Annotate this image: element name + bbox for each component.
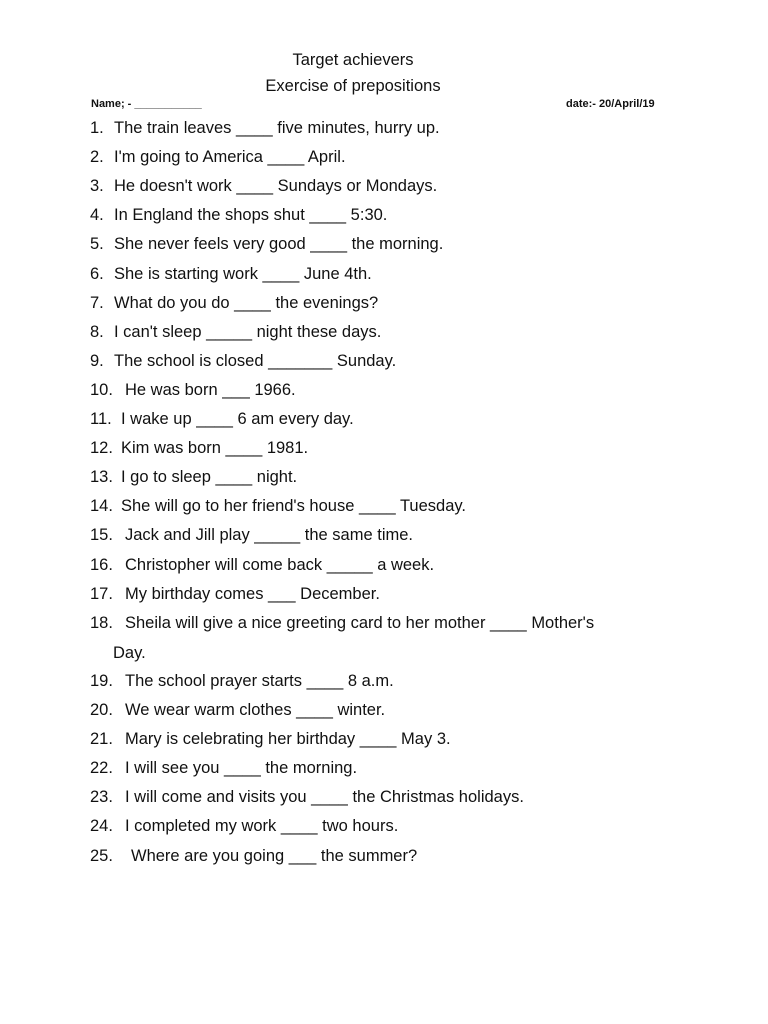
question-item [90, 147, 346, 167]
question-item [90, 293, 378, 313]
question-text: Where are you going ___ the summer? [131, 846, 418, 865]
question-number: 10. [90, 380, 113, 399]
question-text: She never feels very good ____ the morning. [114, 235, 444, 254]
date-label: date:- 20/April/19 [566, 98, 655, 110]
question-number: 15. [90, 526, 113, 545]
question-item [90, 118, 440, 138]
question-text: I wake up ____ 6 am every day. [121, 410, 354, 428]
question-item [90, 205, 387, 225]
question-item [90, 467, 297, 487]
question-item [90, 380, 296, 400]
question-item [90, 409, 354, 429]
question-text: Christopher will come back _____ a week. [125, 555, 435, 574]
question-number: 22. [90, 759, 113, 778]
question-item [90, 322, 381, 342]
question-text-continuation: Day. [113, 643, 146, 662]
question-text: Jack and Jill play _____ the same time. [125, 526, 413, 545]
question-number: 3. [90, 177, 104, 196]
question-number: 20. [90, 701, 113, 719]
question-number: 11. [90, 410, 112, 428]
question-number: 19. [90, 671, 113, 690]
question-number: 7. [90, 293, 104, 312]
question-text: I'm going to America ____ April. [114, 148, 346, 167]
question-number: 13. [90, 468, 113, 487]
question-text: We wear warm clothes ____ winter. [125, 701, 386, 719]
question-item [90, 176, 437, 196]
question-number: 2. [90, 148, 104, 167]
question-text: Mary is celebrating her birthday ____ May 3. [125, 730, 451, 749]
question-text: He doesn't work ____ Sundays or Mondays. [114, 177, 438, 196]
question-number: 16. [90, 555, 113, 574]
question-number: 23. [90, 788, 113, 807]
question-text: The school is closed _______ Sunday. [114, 351, 397, 370]
question-item [90, 234, 443, 254]
question-text: She will go to her friend's house ____ Tuesday. [121, 497, 466, 516]
worksheet-title: Target achievers [292, 51, 414, 69]
question-text: I will see you ____ the morning. [125, 759, 358, 778]
question-text: What do you do ____ the evenings? [114, 293, 379, 312]
question-number: 1. [90, 119, 104, 137]
question-number: 24. [90, 817, 113, 836]
question-number: 8. [90, 322, 104, 341]
worksheet-subtitle: Exercise of prepositions [265, 77, 441, 95]
question-item [90, 758, 357, 778]
question-item [90, 816, 398, 836]
question-number: 12. [90, 439, 113, 458]
question-text: In England the shops shut ____ 5:30. [114, 206, 388, 225]
question-item [90, 351, 396, 371]
question-text: The school prayer starts ____ 8 a.m. [125, 671, 394, 690]
question-text: I go to sleep ____ night. [121, 468, 298, 487]
question-number: 4. [90, 206, 104, 225]
question-item [90, 555, 434, 575]
question-number: 5. [90, 235, 104, 254]
question-number: 17. [90, 584, 113, 603]
question-item [90, 787, 524, 807]
question-text: She is starting work ____ June 4th. [114, 264, 372, 283]
question-number: 18. [90, 613, 113, 632]
question-number: 9. [90, 351, 104, 370]
question-item [90, 438, 308, 458]
question-number: 6. [90, 264, 104, 283]
question-item [90, 264, 372, 284]
question-item [90, 729, 451, 749]
question-item [90, 700, 385, 720]
question-number: 25. [90, 846, 113, 865]
question-item [90, 846, 417, 866]
name-field-label: Name; - ___________ [91, 98, 202, 110]
question-item [90, 584, 380, 604]
question-text: Sheila will give a nice greeting card to her mother ____ Mother's [125, 613, 595, 632]
question-text: I completed my work ____ two hours. [125, 817, 399, 836]
question-number: 14. [90, 497, 113, 516]
question-text: I will come and visits you ____ the Christmas holidays. [125, 788, 524, 807]
question-text: The train leaves ____ five minutes, hurry up. [114, 119, 440, 137]
question-item [90, 525, 413, 545]
question-item [90, 671, 394, 691]
question-item [90, 496, 466, 516]
question-text: My birthday comes ___ December. [125, 584, 380, 603]
question-text: He was born ___ 1966. [125, 380, 296, 399]
question-item [90, 613, 594, 633]
question-number: 21. [90, 730, 113, 749]
question-text: I can't sleep _____ night these days. [114, 322, 382, 341]
question-text: Kim was born ____ 1981. [121, 439, 309, 458]
